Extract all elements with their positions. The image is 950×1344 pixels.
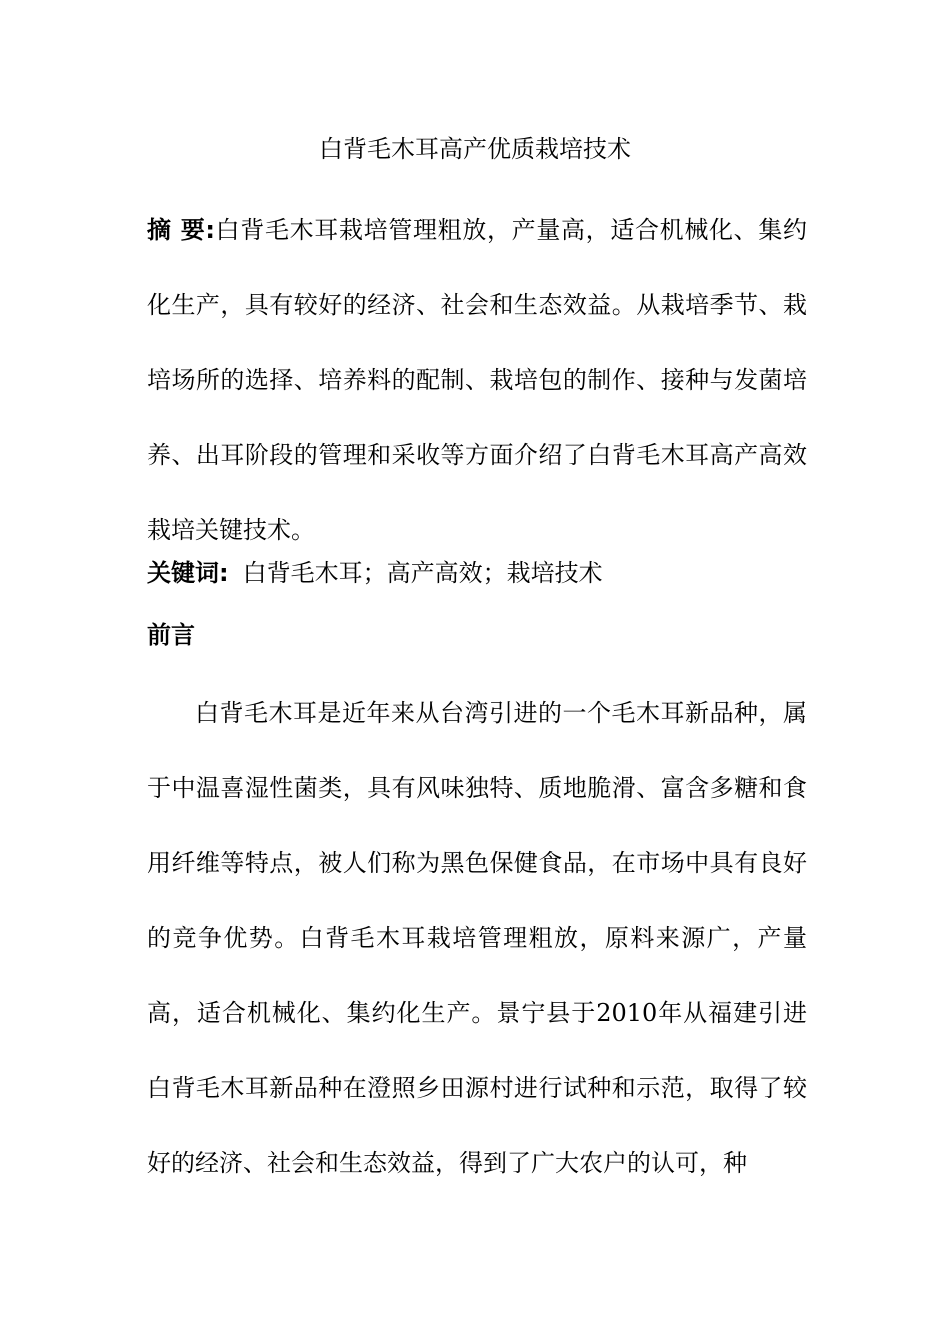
keywords-label: 关键词:: [147, 559, 229, 587]
document-title: 白背毛木耳高产优质栽培技术: [319, 135, 631, 163]
keyword-item: 高产高效；: [386, 559, 507, 587]
abstract-label: 摘 要:: [147, 216, 215, 244]
abstract-text: 白背毛木耳栽培管理粗放，产量高，适合机械化、集约化生产，具有较好的经济、社会和生态效益。从栽培季节、栽培场所的选择、培养料的配制、栽培包的制作、接种与发菌培养、出耳阶段的管理和采收等方面介绍了白背毛木耳高产高效栽培关键技术。: [147, 216, 808, 544]
keywords: [147, 555, 807, 591]
preface-heading: 前言: [147, 621, 195, 649]
keyword-item: 栽培技术: [506, 559, 603, 587]
abstract: [147, 193, 807, 568]
keyword-item: 白背毛木耳；: [242, 559, 387, 587]
preface-paragraph: 白背毛木耳是近年来从台湾引进的一个毛木耳新品种，属于中温喜湿性菌类，具有风味独特、质地脆滑、富含多糖和食用纤维等特点，被人们称为黑色保健食品，在市场中具有良好的竞争优势。白背毛木耳栽培管理粗放，原料来源广，产量高，适合机械化、集约化生产。景宁县于2010年从福建引进白背毛木耳新品种在澄照乡田源村进行试种和示范，取得了较好的经济、社会和生态效益，得到了广大农户的认可，种: [147, 699, 807, 1177]
